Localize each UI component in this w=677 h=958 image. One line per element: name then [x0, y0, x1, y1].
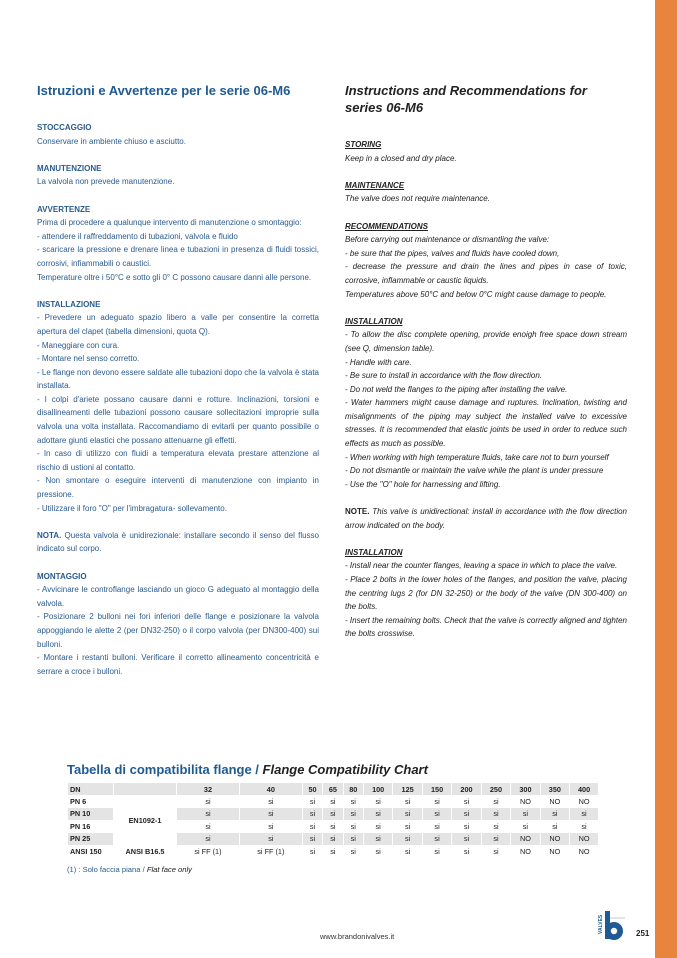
- compat-cell: si: [452, 833, 481, 845]
- compat-cell: si: [393, 833, 422, 845]
- compat-cell: si: [422, 845, 451, 857]
- header-cell: 125: [393, 783, 422, 795]
- compat-cell: si: [363, 795, 392, 807]
- section-line: - scaricare la pressione e drenare linea e tubazioni in presenza di fluidi tossici, corrosivi, infiammabili o caustici.: [37, 245, 319, 268]
- section-line: - In caso di utilizzo con fluidi a temperatura elevata prestare attenzione al rischio di ustioni al contatto.: [37, 449, 319, 472]
- title-separator: /: [251, 762, 263, 777]
- compat-cell: NO: [540, 833, 569, 845]
- compat-cell: si: [452, 795, 481, 807]
- table-header-row: [68, 783, 599, 795]
- page-number: 251: [636, 929, 650, 938]
- section-heading: MAINTENANCE: [345, 180, 405, 190]
- column-title: Instructions and Recommendations for series 06-M6: [345, 83, 587, 115]
- compat-cell: si: [363, 845, 392, 857]
- section-line: - Use the "O" hole for harnessing and lifting.: [345, 479, 501, 489]
- section: [345, 546, 627, 641]
- section-heading: MANUTENZIONE: [37, 163, 102, 173]
- compat-cell: si: [239, 833, 302, 845]
- header-cell: 65: [323, 783, 343, 795]
- compat-cell: si: [393, 795, 422, 807]
- compat-cell: si: [239, 820, 302, 832]
- compat-cell: si: [177, 795, 240, 807]
- compat-cell: si: [177, 808, 240, 820]
- section: [345, 505, 627, 532]
- compat-cell: si: [481, 833, 510, 845]
- section-line: - Place 2 bolts in the lower holes of the flanges, and position the valve, placing the centring lugs 2 (for DN 32-250) or the body of the valve (DN 300-400) on the bolts.: [345, 575, 627, 612]
- compat-cell: si: [343, 845, 363, 857]
- section-line: - Handle with care.: [345, 357, 412, 367]
- compat-cell: si: [422, 833, 451, 845]
- compat-cell: NO: [570, 795, 598, 807]
- compat-cell: si: [239, 808, 302, 820]
- section: [345, 138, 627, 165]
- compat-cell: si: [323, 845, 343, 857]
- compat-cell: si: [239, 795, 302, 807]
- note-label: NOTA.: [37, 530, 62, 540]
- compat-cell: si: [302, 820, 322, 832]
- table-title: [67, 762, 428, 777]
- header-cell: 100: [363, 783, 392, 795]
- header-cell: 300: [511, 783, 540, 795]
- section-line: - Prevedere un adeguato spazio libero a valle per consentire la corretta apertura del clapet (tabella dimensioni, quota Q).: [37, 313, 319, 336]
- section: [37, 298, 319, 516]
- compat-cell: si FF (1): [239, 845, 302, 857]
- section-line: The valve does not require maintenance.: [345, 194, 490, 204]
- section: [345, 220, 627, 302]
- compat-cell: si: [323, 820, 343, 832]
- website-url[interactable]: www.brandonivalves.it: [320, 932, 395, 941]
- compat-cell: si: [343, 833, 363, 845]
- note-text: This valve is unidirectional: install in accordance with the flow direction arrow indicated on the body.: [345, 507, 627, 530]
- section-line: - Le flange non devono essere saldate alle tubazioni dopo che la valvola è stata installata.: [37, 367, 319, 391]
- footnote-mark: (1) :: [67, 865, 83, 874]
- section-line: Temperature oltre i 50°C e sotto gli 0° C possono causare danni alle persone.: [37, 272, 312, 282]
- section-line: - To allow the disc complete opening, provide enoigh free space down stream (see Q, dimension table).: [345, 330, 627, 353]
- header-cell: 32: [177, 783, 240, 795]
- section-line: - Avvicinare le controflange lasciando un gioco G adeguato al montaggio della valvola.: [37, 585, 319, 608]
- compat-cell: si: [363, 833, 392, 845]
- compat-cell: si: [570, 820, 598, 832]
- compat-cell: si: [323, 833, 343, 845]
- section-line: - attendere il raffreddamento di tubazioni, valvola e fluido: [37, 231, 238, 241]
- header-cell: 40: [239, 783, 302, 795]
- section-heading: INSTALLATION: [345, 547, 403, 557]
- compat-cell: si: [302, 845, 322, 857]
- column-title: Istruzioni e Avvertenze per le serie 06-M6: [37, 83, 291, 98]
- svg-text:VALVES: VALVES: [598, 914, 604, 934]
- compat-cell: si: [422, 808, 451, 820]
- section-line: - Utilizzare il foro "O" per l'imbragatura- sollevamento.: [37, 503, 227, 513]
- compat-cell: si: [363, 820, 392, 832]
- section-line: La valvola non prevede manutenzione.: [37, 177, 175, 187]
- compat-cell: si: [343, 820, 363, 832]
- header-cell: 50: [302, 783, 322, 795]
- section-heading: MONTAGGIO: [37, 571, 87, 581]
- compat-cell: si: [511, 820, 540, 832]
- standard-cell: ANSI B16.5: [114, 845, 177, 857]
- compat-cell: si: [452, 845, 481, 857]
- section-line: - decrease the pressure and drain the lines and pipes in case of toxic, corrosive, inflammable or caustic liquids.: [345, 262, 627, 285]
- compat-cell: si: [452, 808, 481, 820]
- row-label: ANSI 150: [68, 845, 114, 857]
- section-line: - Do not weld the flanges to the piping after installing the valve.: [345, 384, 568, 394]
- brandoni-logo: [597, 908, 627, 942]
- section-heading: INSTALLATION: [345, 316, 403, 326]
- compat-cell: si: [302, 808, 322, 820]
- section-line: - Montare i restanti bulloni. Verificare il corretto allineamento concentricità e serrare a croce i bulloni.: [37, 653, 319, 676]
- header-cell: DN: [68, 783, 114, 795]
- compat-cell: NO: [540, 845, 569, 857]
- section-line: - Do not dismantle or maintain the valve while the plant is under pressure: [345, 466, 604, 476]
- footnote: (1) : Solo faccia piana / Flat face only: [67, 865, 192, 874]
- table-title-it: Tabella di compatibilita flange: [67, 762, 252, 777]
- compat-cell: NO: [540, 795, 569, 807]
- section-heading: STOCCAGGIO: [37, 123, 92, 132]
- note-text: Questa valvola è unidirezionale: installare secondo il senso del flusso indicato sul corpo.: [37, 530, 319, 554]
- compat-cell: si: [422, 820, 451, 832]
- section-line: Before carrying out maintenance or dismantling the valve:: [345, 235, 550, 245]
- section-heading: RECOMMENDATIONS: [345, 221, 428, 231]
- compat-cell: si: [540, 808, 569, 820]
- section-line: Temperatures above 50°C and below 0°C might cause damage to people.: [345, 289, 607, 299]
- compat-cell: si: [452, 820, 481, 832]
- section-line: - Non smontare o eseguire interventi di manutenzione con impianto in pressione.: [37, 476, 319, 500]
- section-heading: STORING: [345, 140, 382, 149]
- compat-cell: si: [302, 833, 322, 845]
- compat-cell: NO: [570, 833, 598, 845]
- orange-side-bar: [655, 0, 677, 958]
- compat-cell: si: [481, 845, 510, 857]
- english-column: [345, 82, 627, 655]
- compat-cell: si: [177, 833, 240, 845]
- section-line: - I colpi d'ariete possano causare danni e rotture. Inclinazioni, torsioni e disallineamenti delle tubazioni possono causare sollecitazioni improprie sulla valvola una volta installata. Raccomandiamo di evitarli per quanto possibile o adottare giunti elastici che possano attenuarne gli effetti.: [37, 394, 319, 445]
- row-label: PN 10: [68, 808, 114, 820]
- compat-cell: si FF (1): [177, 845, 240, 857]
- header-cell: 350: [540, 783, 569, 795]
- table-row: [68, 845, 599, 857]
- section-line: - Install near the counter flanges, leaving a space in which to place the valve.: [345, 561, 618, 571]
- section-line: - Maneggiare con cura.: [37, 340, 120, 350]
- compat-cell: si: [302, 795, 322, 807]
- compat-cell: NO: [511, 795, 540, 807]
- section: [37, 529, 319, 556]
- section-line: Prima di procedere a qualunque intervento di manutenzione o smontaggio:: [37, 218, 302, 228]
- section-line: - Insert the remaining bolts. Check that the valve is correctly aligned and tighten the bolts crosswise.: [345, 615, 627, 639]
- compat-cell: si: [422, 795, 451, 807]
- compat-cell: si: [481, 808, 510, 820]
- header-cell: 250: [481, 783, 510, 795]
- table-row: [68, 795, 599, 807]
- section-line: - Posizionare 2 bulloni nei fori inferiori delle flange e posizionare la valvola appoggiando le alette 2 (per DN32-250) o il corpo valvola (per DN300-400) sui bulloni.: [37, 612, 319, 649]
- compat-cell: si: [393, 820, 422, 832]
- section-line: - When working with high temperature fluids, take care not to burn yourself: [345, 452, 609, 462]
- header-cell: 200: [452, 783, 481, 795]
- row-label: PN 6: [68, 795, 114, 807]
- section-line: Conservare in ambiente chiuso e asciutto.: [37, 136, 186, 146]
- note-label: NOTE.: [345, 507, 370, 517]
- compat-cell: si: [511, 808, 540, 820]
- standard-cell: EN1092-1: [114, 795, 177, 845]
- compat-cell: si: [323, 808, 343, 820]
- header-cell: 150: [422, 783, 451, 795]
- compat-cell: NO: [570, 845, 598, 857]
- row-label: PN 25: [68, 833, 114, 845]
- section-heading: AVVERTENZE: [37, 204, 91, 214]
- note: [37, 529, 319, 556]
- footnote-en: Flat face only: [146, 865, 192, 874]
- compat-cell: si: [177, 820, 240, 832]
- compat-cell: si: [343, 795, 363, 807]
- compat-cell: si: [540, 820, 569, 832]
- italian-column: [37, 82, 319, 692]
- section: [345, 179, 627, 206]
- header-cell: [114, 783, 177, 795]
- header-cell: 400: [570, 783, 598, 795]
- section-line: - Water hammers might cause damage and ruptures. Inclination, twisting and misalignments of the piping may subject the installed valve to excessive stresses. It is recommended that elastic joints be used in order to reduce such effects as much as possible.: [345, 398, 627, 449]
- section-line: - Montare nel senso corretto.: [37, 354, 140, 364]
- compat-cell: NO: [511, 833, 540, 845]
- section-line: - Be sure to install in accordance with the flow direction.: [345, 371, 542, 381]
- header-cell: 80: [343, 783, 363, 795]
- section: [37, 570, 319, 679]
- compat-cell: si: [393, 808, 422, 820]
- section-line: Keep in a closed and dry place.: [345, 153, 457, 163]
- flange-compatibility-table: [67, 783, 598, 857]
- compat-cell: si: [393, 845, 422, 857]
- compat-cell: NO: [511, 845, 540, 857]
- table-title-en: Flange Compatibility Chart: [262, 762, 428, 777]
- note: [345, 505, 627, 532]
- section: [37, 121, 319, 148]
- section: [345, 315, 627, 492]
- compat-cell: si: [481, 795, 510, 807]
- section: [37, 162, 319, 189]
- row-label: PN 16: [68, 820, 114, 832]
- compat-cell: si: [343, 808, 363, 820]
- compat-cell: si: [323, 795, 343, 807]
- footnote-it: Solo faccia piana: [82, 865, 141, 874]
- section: [37, 203, 319, 285]
- compat-cell: si: [363, 808, 392, 820]
- compat-cell: si: [481, 820, 510, 832]
- section-line: - be sure that the pipes, valves and fluids have cooled down,: [345, 248, 560, 258]
- compat-cell: si: [570, 808, 598, 820]
- section-heading: INSTALLAZIONE: [37, 299, 101, 309]
